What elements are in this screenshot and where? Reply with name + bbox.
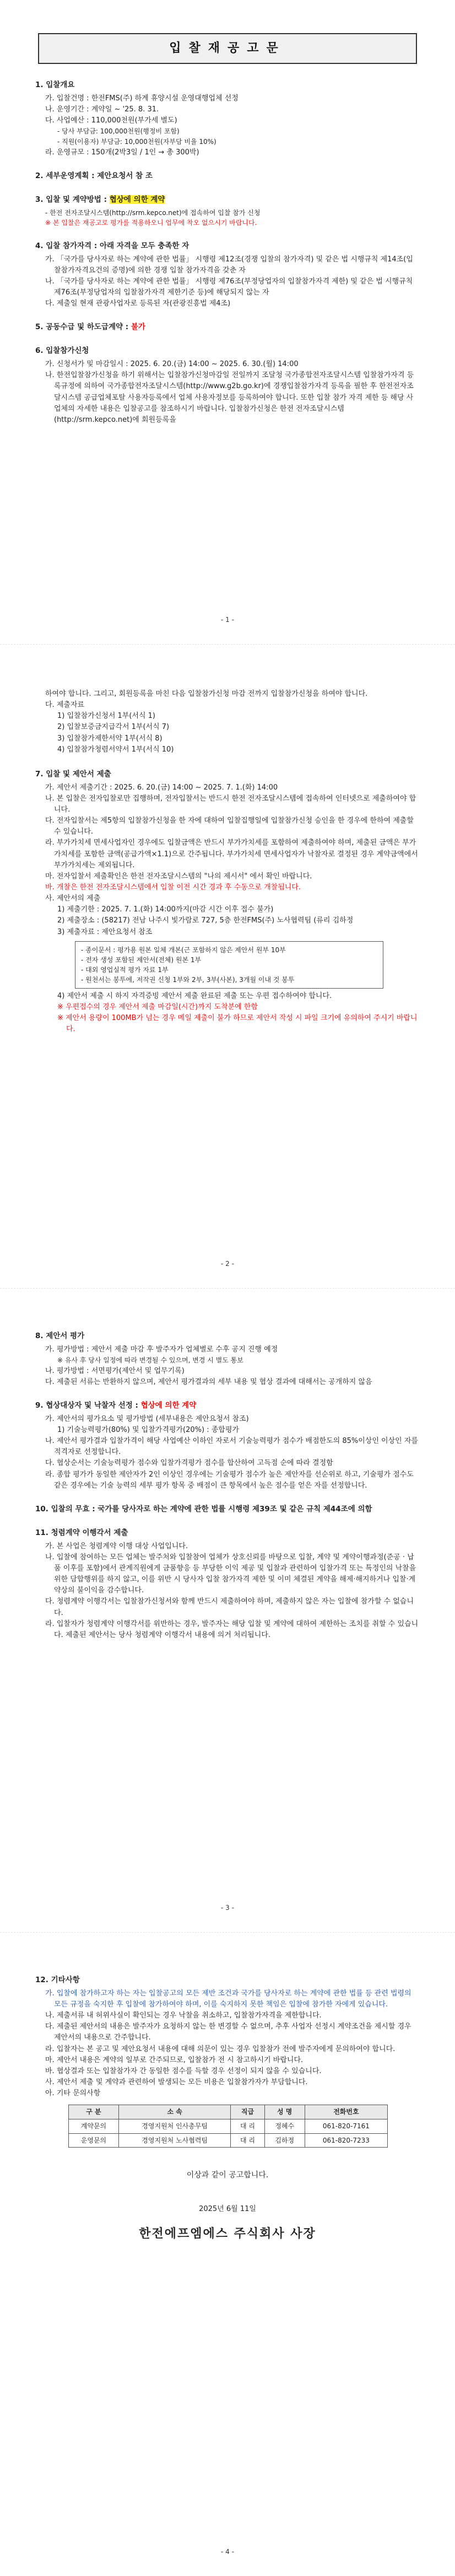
section-2-heading: 2. 세부운영계획 : 제안요청서 참 조	[35, 171, 153, 180]
section-12-item: 아. 기타 문의사항	[45, 2089, 101, 2098]
table-row	[69, 2119, 388, 2133]
section-7-item: 다. 전자입찰서는 제5항의 입찰참가신청을 한 자에 대하여 입찰집행일에 입찰참가신청 승인을 한 경우에 한하여 제출할 수 있습니다.	[45, 817, 414, 836]
section-12-item-highlight: 가. 입찰에 참가하고자 하는 자는 입찰공고의 모든 제반 조건과 국가를 당사자로 하는 계약에 관한 법률 등 관련 법령의 모든 규정을 숙지한 후 입찰에 참가하여야 하며, 이를 숙지하지 못한 책임은 입찰에 참가한 자에게 있습니다.	[45, 1989, 411, 2009]
section-7-item: 나. 본 입찰은 전자입찰로만 집행하며, 전자입찰서는 반드시 한전 전자조달시스템에 접속하여 인터넷으로 제출하여야 합니다.	[45, 794, 416, 814]
section-9-heading-red: 협상에 의한 계약	[140, 1400, 197, 1410]
section-8-item: 나. 평가방법 : 서면평가(제안서 및 업무기록)	[45, 1366, 185, 1375]
section-11-heading: 11. 청렴계약 이행각서 제출	[35, 1528, 128, 1537]
col-header: 소 속	[118, 2105, 230, 2119]
section-4	[35, 240, 420, 310]
contacts-table	[68, 2105, 388, 2148]
section-6-subitem: 3) 입찰참가제한서약 1부(서식 8)	[57, 734, 162, 743]
section-4-heading-label: 4. 입찰 참가자격 :	[35, 241, 100, 250]
section-11-item: 다. 청렴계약 이행각서는 입찰참가신청서와 함께 반드시 제출하여야 하며, 제출하지 않은 자는 입찰에 참가할 수 없습니다.	[45, 1597, 414, 1617]
section-12-item: 다. 제출된 제안서의 내용은 발주자가 요청하지 않는 한 변경할 수 없으며, 추후 사업자 선정시 계약조건을 제시할 경우 제안서의 내용으로 간주합니다.	[45, 2022, 411, 2042]
section-9-item: 라. 종합 평가가 동일한 제안자가 2인 이상인 경우에는 기술평가 점수가 높은 제안자를 선순위로 하고, 기술평가 점수도 같은 경우에는 기술 능력의 세부 평가 항목 중 배점이 큰 항목에서 높은 점수를 얻은 자를 선정합니다.	[45, 1470, 414, 1490]
col-header: 직급	[231, 2105, 264, 2119]
section-1-subitem: - 당사 부담금: 100,000천원(행정비 포함)	[57, 127, 180, 136]
section-8-item: 다. 제출된 서류는 반환하지 않으며, 제안서 평가결과의 세부 내용 및 협상 결과에 대해서는 공개하지 않음	[45, 1377, 372, 1386]
section-7-note: ※ 우편접수의 경우 제안서 제출 마감일(시간)까지 도착분에 한함	[57, 1002, 258, 1011]
section-3-heading	[35, 194, 420, 206]
section-9-item: 가. 제안서의 평가요소 및 평가방법 (세부내용은 제안요청서 참조)	[45, 1414, 249, 1423]
section-6-item: 다. 제출자료	[45, 701, 85, 710]
page-3	[0, 1288, 455, 1932]
announcement-date: 2025년 6월 11일	[199, 2204, 256, 2213]
section-7-item-notice: 바. 개찰은 한전 전자조달시스템에서 입찰 이전 시간 경과 후 수동으로 개찰됩니다.	[45, 883, 301, 892]
box-line: - 종이문서 : 평가용 원본 일체 개본(근 포함하지 않은 제안서 원부 10부	[81, 946, 286, 954]
section-4-item: 가. 「국가를 당사자로 하는 계약에 관한 법률」 시행령 제12조(경쟁 입찰의 참가자격) 및 같은 법 시행규칙 제14조(입찰참가자격요건의 증명)에 의한 경쟁 입찰 참가자격을 갖춘 자	[45, 255, 413, 275]
section-9	[35, 1400, 420, 1491]
section-8	[35, 1330, 420, 1388]
section-4-heading-rest: 아래 자격을 모두 충족한 자	[99, 241, 189, 250]
table-cell: 정혜수	[264, 2119, 305, 2133]
section-12	[35, 1974, 420, 2148]
section-7	[35, 769, 420, 1035]
section-1	[35, 79, 420, 158]
section-10-heading: 10. 입찰의 무효 : 국가를 당사자로 하는 계약에 관한 법률 시행령 제39조 및 같은 규칙 제44조에 의함	[35, 1504, 372, 1514]
section-12-item: 바. 협상결과 또는 입찰참가자 간 동일한 점수를 득할 경우 선정이 되지 않을 수 있습니다.	[45, 2067, 322, 2075]
page-number: - 3 -	[221, 1904, 234, 1912]
page-1	[0, 0, 455, 644]
section-12-item: 라. 입찰자는 본 공고 및 제안요청서 내용에 대해 의문이 있는 경우 입찰참가 전에 발주자에게 문의하여야 합니다.	[45, 2044, 396, 2053]
table-row	[69, 2133, 388, 2148]
section-6-subitem: 1) 입찰참가신청서 1부(서식 1)	[57, 712, 156, 721]
page-number: - 4 -	[221, 2548, 234, 2556]
section-7-note: ※ 제안서 용량이 100MB가 넘는 경우 메일 제출이 불가 하므로 제안서 작성 시 파일 크기에 유의하여 주시기 바랍니다.	[57, 1014, 418, 1034]
company-signature: 한전에프엠에스 주식회사 사장	[139, 2226, 316, 2241]
col-header: 전화번호	[305, 2105, 387, 2119]
submission-materials-box	[75, 941, 383, 989]
box-line: - 대외 영업실적 평가 자료 1부	[81, 965, 169, 974]
section-9-subitem: 1) 기술능력평가(80%) 및 입찰가격평가(20%) : 종합평가	[57, 1426, 239, 1434]
section-6	[35, 345, 420, 426]
section-6-item: 나. 한전입찰참가신청을 하기 위해서는 입찰참가신청마감일 전일까지 조달청 국가종합전자조달시스템 입찰참가자격 등록규정에 의하여 국가종합전자조달시스템(http://www.g2b.go.kr)에 경쟁입찰참가자격 등록을 필한 후 한전전자조달시스템 공급업체포탈 사용자등록에서 업체 사용자정보를 등록하여야 합니다. 또한 입찰 참가 자격 제한 등 해당 사업체의 자세한 내용은 입찰공고를 참조하시기 바랍니다. 입찰참가신청은 한전 전자조달시스템(http://srm.kepco.net)에 회원등록을	[45, 371, 414, 424]
col-header: 구 분	[69, 2105, 119, 2119]
section-7-subitem: 1) 제출기한 : 2025. 7. 1.(화) 14:00까지(마감 시간 이후 접수 불가)	[57, 905, 274, 914]
box-line: - 원천서는 봉투에, 저작권 신청 1부와 2부, 3부(사본), 3개월 이내 것 봉투	[81, 975, 295, 984]
section-4-item: 나. 「국가를 당사자로 하는 계약에 관한 법률」 시행령 제76조(부정당업자의 입찰참가자격 제한) 및 같은 법 시행규칙 제76조(부정당업자의 입찰참가자격 제한기준 등)에 해당되지 않는 자	[45, 277, 413, 297]
section-12-item: 마. 제안서 내용은 계약의 일부로 간주되므로, 입찰참가 전 시 참고하시기 바랍니다.	[45, 2056, 304, 2064]
section-5	[35, 321, 420, 333]
section-5-heading	[35, 321, 420, 333]
table-cell: 계약문의	[69, 2119, 119, 2133]
section-9-heading	[35, 1400, 420, 1412]
section-10	[35, 1504, 420, 1515]
col-header: 성 명	[264, 2105, 305, 2119]
section-3-note: ※ 본 입찰은 재공고로 평가를 적용하오니 업무에 착오 없으시기 바랍니다.	[45, 219, 257, 227]
section-9-item: 나. 제안서 평가결과 입찰가격이 해당 사업예산 이하인 자로서 기술능력평가 점수가 배점한도의 85%이상인 이상인 자를 적격자로 선정합니다.	[45, 1437, 418, 1457]
section-6-continued	[35, 689, 420, 755]
section-3-heading-label: 3. 입찰 및 계약방법 :	[35, 195, 110, 204]
page-2	[0, 644, 455, 1288]
section-11-item: 라. 입찰자가 청렴계약 이행각서를 위반하는 경우, 발주자는 해당 입찰 및 계약에 대하여 제한하는 조치를 취할 수 있습니다. 제출된 제안서는 당사 청렴계약 이행각서 내용에 의거 처리됩니다.	[45, 1619, 419, 1639]
section-11-item: 가. 본 사업은 청렴계약 이행 대상 사업입니다.	[45, 1542, 188, 1550]
box-line: - 전자 생성 포함된 제안서(전체) 원본 1부	[81, 956, 202, 964]
section-8-note: ※ 유사 후 당사 일정에 따라 변경될 수 있으며, 변경 시 별도 통보	[57, 1356, 243, 1365]
section-9-item: 다. 협상순서는 기술능력평가 점수와 입찰가격평가 점수를 합산하여 고득점 순에 따라 결정함	[45, 1459, 333, 1468]
section-8-heading: 8. 제안서 평가	[35, 1332, 85, 1340]
section-4-heading	[35, 240, 420, 252]
section-12-item: 사. 제안서 제출 및 계약과 관련하여 발생되는 모든 비용은 입찰참가자가 부담합니다.	[45, 2078, 308, 2087]
section-1-heading: 1. 입찰개요	[35, 80, 75, 89]
page-number: - 1 -	[221, 616, 234, 624]
section-7-item: 마. 전자입찰서 제출확인은 한전 전자조달시스템의 "나의 제시서" 에서 확인 바랍니다.	[45, 872, 312, 881]
table-cell: 경영지원처 인사총무팀	[118, 2119, 230, 2133]
section-6-subitem: 4) 입찰참가청렴서약서 1부(서식 10)	[57, 745, 174, 754]
section-2	[35, 170, 420, 182]
section-1-item: 다. 사업예산 : 110,000천원(부가세 별도)	[45, 116, 177, 125]
page-number: - 2 -	[221, 1260, 234, 1268]
section-1-item: 나. 운영기간 : 계약일 ~ '25. 8. 31.	[45, 105, 159, 114]
section-5-heading-red: 불가	[131, 323, 145, 332]
section-11	[35, 1527, 420, 1641]
section-8-item: 가. 평가방법 : 제안서 제출 마감 후 발주자가 업체별로 수후 공지 진행 예정	[45, 1345, 278, 1354]
closing-statement: 이상과 같이 공고합니다.	[186, 2171, 269, 2180]
table-cell: 061-820-7233	[305, 2133, 387, 2148]
page-title: 입찰재공고문	[169, 41, 286, 55]
section-1-item: 라. 운영규모 : 150개(2박3일 / 1인 → 총 300박)	[45, 148, 199, 157]
section-9-heading-label: 9. 협상대상자 및 낙찰자 선정 :	[35, 1400, 141, 1410]
section-7-item: 가. 제안서 제출기간 : 2025. 6. 20.(금) 14:00 ~ 2025. 7. 1.(화) 14:00	[45, 783, 278, 792]
section-1-subitem: - 직원(이용자) 부담금: 10,000천원(자부담 비율 10%)	[57, 137, 216, 146]
section-7-subitem: 4) 제안서 제출 시 하지 자격증빙 제안서 제출 완료된 제출 또는 우편 접수하여야 합니다.	[57, 991, 332, 1000]
table-cell: 대 리	[231, 2119, 264, 2133]
table-cell: 김하정	[264, 2133, 305, 2148]
table-cell: 경영지원처 노사협력팀	[118, 2133, 230, 2148]
title-box	[38, 33, 417, 64]
section-3	[35, 194, 420, 228]
section-7-item: 사. 제안서의 제출	[45, 894, 101, 903]
section-5-heading-label: 5. 공동수급 및 하도급계약 :	[35, 323, 131, 332]
section-6-item: 가. 신청서가 및 마감일시 : 2025. 6. 20.(금) 14:00 ~ 2025. 6. 30.(월) 14:00	[45, 360, 299, 369]
section-1-item: 가. 입찰건명 : 한전FMS(주) 하계 휴양시설 운영대행업체 선정	[45, 94, 239, 103]
section-3-item: - 한전 전자조달시스템(http://srm.kepco.net)에 접속하여 입찰 참가 신청	[45, 208, 261, 217]
table-cell: 운영문의	[69, 2133, 119, 2148]
section-4-item: 다. 제출일 현재 관광사업자로 등록된 자(관광진흥법 제4조)	[45, 299, 231, 308]
section-3-heading-highlight: 협상에 의한 계약	[109, 195, 165, 204]
section-6-heading: 6. 입찰참가신청	[35, 346, 89, 356]
section-7-subitem: 2) 제출장소 : (58217) 전남 나주시 빛가람로 727, 5층 한전FMS(주) 노사협력팀 (류리 김하정	[57, 916, 354, 925]
table-cell: 061-820-7161	[305, 2119, 387, 2133]
section-12-item: 나. 제출서류 내 허위사실이 확인되는 경우 낙찰을 취소하고, 입찰참가자격을 제한합니다.	[45, 2011, 322, 2020]
section-6-subitem: 2) 입찰보증금지급각서 1부(서식 7)	[57, 723, 170, 732]
section-11-item: 나. 입찰에 참여하는 모든 업체는 발주처와 입찰참여 업체가 상호신뢰를 바탕으로 입찰, 계약 및 계약이행과정(준공 · 납품 이후를 포함)에서 관계직원에게 금품향응 등 부당한 이익 제공 및 입찰과 관련하여 입찰가격 또는 특정인의 낙찰을 위한 담합행위를 하지 않고, 이를 위반 시 당사자 입찰 참가자격 제한 및 이미 체결된 계약을 해제·해지하거나 입찰·계약상의 불이익을 감수합니다.	[45, 1553, 416, 1595]
section-7-heading: 7. 입찰 및 제안서 제출	[35, 769, 111, 779]
section-12-heading: 12. 기타사항	[35, 1976, 80, 1984]
page-4	[0, 1932, 455, 2576]
section-6-item: 하여야 합니다. 그리고, 회원등록을 마친 다음 입찰참가신청 마감 전까지 입찰참가신청을 하여야 합니다.	[45, 690, 368, 698]
section-7-subitem: 3) 제출자료 : 제안요청서 참조	[57, 927, 153, 936]
contacts-header-row	[69, 2105, 388, 2119]
table-cell: 대 리	[231, 2133, 264, 2148]
section-7-item: 라. 부가가치세 면세사업자인 경우에도 입찰금액은 반드시 부가가치세를 포함하여 제출하여야 하며, 제출된 금액은 부가가치세를 포함한 금액(공급가액×1.1)으로 간주됩니다. 부가가치세 면세사업자가 낙찰자로 결정된 경우 계약금액에서 부가가치세는 제외됩니다.	[45, 839, 418, 870]
